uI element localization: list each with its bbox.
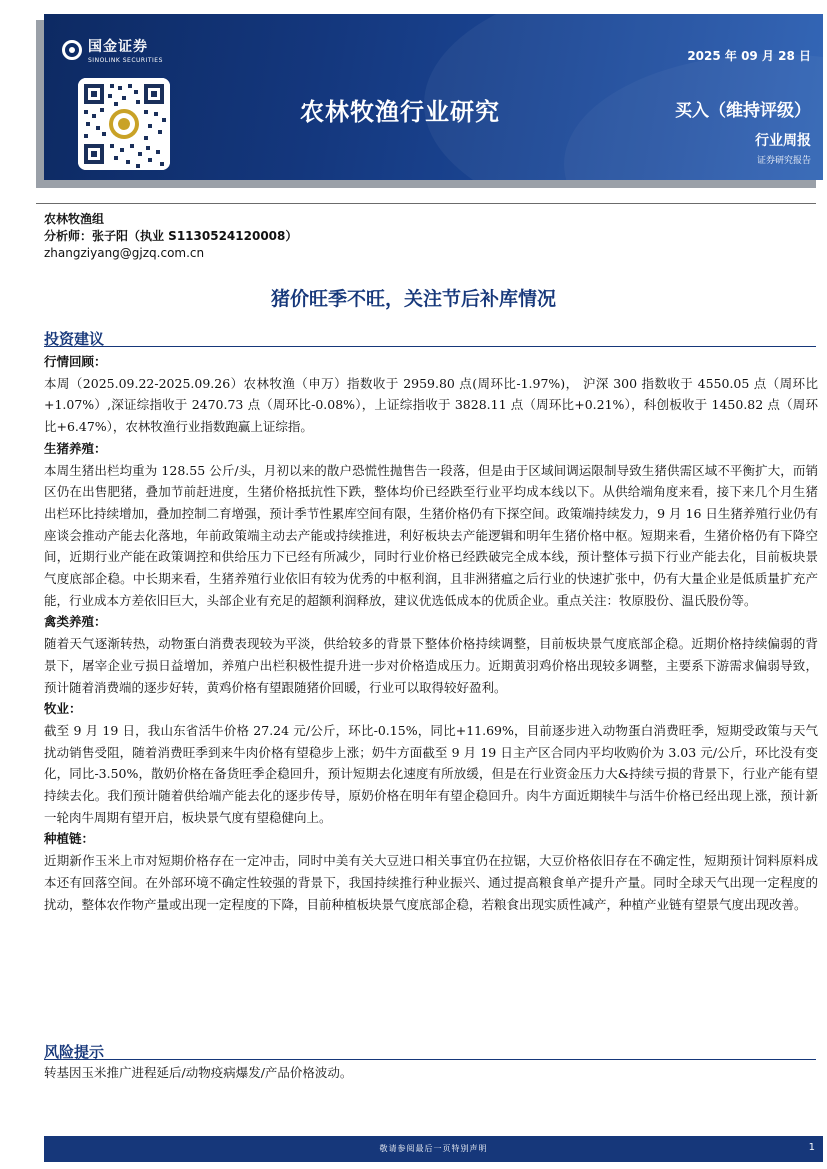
block-heading: 牧业：	[44, 701, 82, 717]
section-rule	[44, 1059, 816, 1060]
logo-mark-icon	[62, 40, 82, 60]
page-number: 1	[808, 1142, 815, 1153]
qr-code-icon	[78, 78, 170, 170]
headline: 猪价旺季不旺，关注节后补库情况	[270, 288, 556, 310]
section-title-investment: 投资建议	[44, 330, 105, 348]
divider	[36, 203, 816, 204]
block-text: 随着天气逐渐转热，动物蛋白消费表现较为平淡，供给较多的背景下整体价格持续调整，目前板块景气度底部企稳。近期价格持续偏弱的背景下，屠宰企业亏损日益增加，养殖户出栏积极性提升进一步对价格造成压力。近期黄羽鸡价格出现较多调整，主要系下游需求偏弱导致，预计随着消费端的逐步好转，黄鸡价格有望跟随猪价回暖，行业可以取得较好盈利。	[44, 636, 818, 695]
report-type: 行业周报	[755, 133, 811, 149]
block-heading: 生猪养殖：	[44, 440, 107, 456]
block-text: 本周（2025.09.22-2025.09.26）农林牧渔（申万）指数收于 2959.80 点(周环比-1.97%)， 沪深 300 指数收于 4550.05 点（周环比+1.07%）,深证综指收于 2470.73 点（周环比-0.08%），上证综指收于 3828.11 点（周环比+0.21%），科创板收于 1450.82 点（周环比+6.47%），农林牧渔行业指数跑赢上证综指。	[44, 375, 818, 435]
analyst-email[interactable]: zhangziyang@gjzq.com.cn	[44, 246, 205, 260]
report-date: 2025 年 09 月 28 日	[687, 49, 811, 63]
report-subtitle: 证券研究报告	[756, 156, 811, 166]
footer-disclaimer: 敬请参阅最后一页特别声明	[379, 1144, 488, 1153]
risk-text: 转基因玉米推广进程延后/动物疫病爆发/产品价格波动。	[44, 1065, 353, 1080]
logo-en: SINOLINK SECURITIES	[88, 57, 163, 64]
report-title: 农林牧渔行业研究	[300, 98, 500, 126]
logo-cn: 国金证券	[88, 39, 148, 55]
page-footer	[44, 1136, 823, 1162]
block-text: 近期新作玉米上市对短期价格存在一定冲击，同时中美有关大豆进口相关事宜仍在拉锯，大豆价格依旧存在不确定性，短期预计饲料原料成本还有回落空间。在外部环境不确定性较强的背景下，我国持续推行种业振兴、通过提高粮食单产提升产量。同时全球天气出现一定程度的扰动，整体农作物产量或出现一定程度的下降，目前种植板块景气度底部企稳，若粮食出现实质性减产，种植产业链有望景气度出现改善。	[44, 853, 818, 912]
analyst-info	[44, 211, 297, 262]
block-heading: 种植链：	[44, 831, 95, 847]
block-text: 本周生猪出栏均重为 128.55 公斤/头，月初以来的散户恐慌性抛售告一段落，但是由于区域间调运限制导致生猪供需区域不平衡扩大，而销区仍在出售肥猪，叠加节前赶进度，生猪价格抵抗性下跌，整体均价已经跌至行业平均成本线以下。从供给端角度来看，接下来几个月生猪出栏环比持续增加，叠加控制二育增强，预计季节性累库空间有限，生猪价格仍有下探空间。政策端持续发力，9 月 16 日生猪养殖行业仍有座谈会推动产能去化落地，年前政策端主动去产能或持续推进，利好板块去产能逻辑和明年生猪价格中枢。短期来看，生猪价格仍有下降空间，近期行业产能在政策调控和供给压力下已经有所减少，同时行业价格已经跌破完全成本线，预计整体亏损下行业产能去化，目前板块景气度底部企稳。中长期来看，生猪养殖行业依旧有较为优秀的中枢利润，且非洲猪瘟之后行业的快速扩张中，仍有大量企业是低质量扩充产能，行业成本方差依旧巨大，头部企业有充足的超额利润释放，建议优选低成本的优质企业。重点关注：牧原股份、温氏股份等。	[44, 462, 818, 608]
rating: 买入（维持评级）	[675, 101, 811, 121]
risk-content	[44, 1062, 818, 1084]
block-heading: 禽类养殖：	[44, 614, 107, 630]
analyst-name: 分析师：张子阳（执业 S1130524120008）	[44, 229, 298, 243]
block-heading: 行情回顾：	[44, 354, 107, 369]
section-rule	[44, 346, 816, 347]
section-title-risk: 风险提示	[44, 1043, 105, 1061]
group-name: 农林牧渔组	[44, 212, 105, 226]
block-text: 截至 9 月 19 日，我山东省活牛价格 27.24 元/公斤，环比-0.15%，同比+11.69%，目前逐步进入动物蛋白消费旺季，短期受政策与天气扰动销售受阻，随着消费旺季到来牛肉价格有望稳步上涨；奶牛方面截至 9 月 19 日主产区合同内平均收购价为 3.03 元/公斤，环比没有变化，同比-3.50%，散奶价格在备货旺季企稳回升，预计短期去化速度有所放缓，但是在行业资金压力大&持续亏损的背景下，行业产能有望持续去化。我们预计随着供给端产能去化的逐步传导，原奶价格在明年有望企稳回升。肉牛方面近期犊牛与活牛价格已经出现上涨，预计新一轮肉牛周期有望开启，板块景气度有望稳健向上。	[44, 722, 818, 825]
investment-content	[44, 351, 818, 915]
company-logo	[62, 36, 163, 64]
